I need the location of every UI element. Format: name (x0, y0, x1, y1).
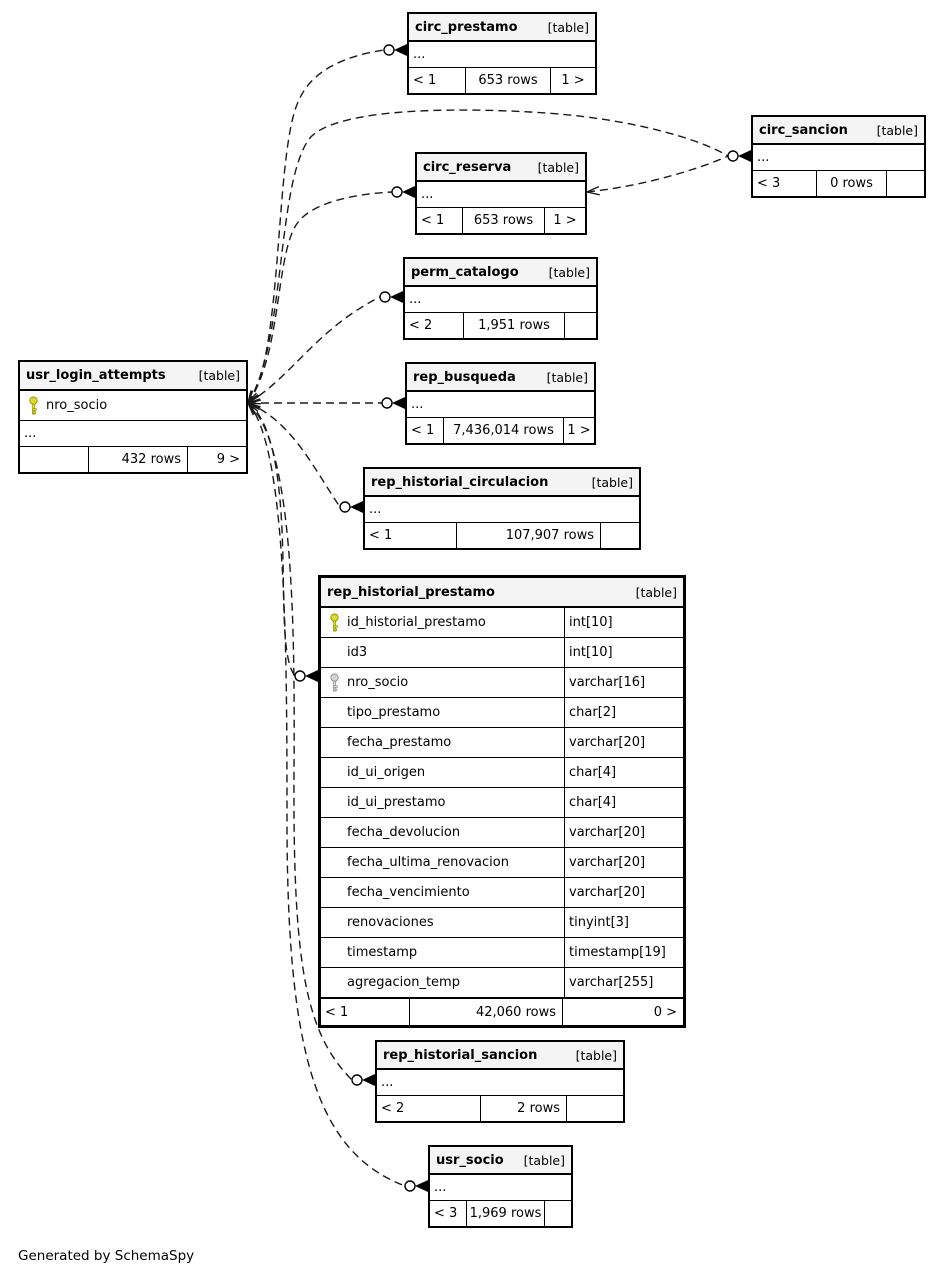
table-title[interactable]: usr_login_attempts (26, 368, 166, 383)
column-name: agregacion_temp (347, 975, 460, 990)
row-count: 0 rows (816, 171, 886, 196)
table-header[interactable] (365, 469, 639, 497)
row-count: 1,969 rows (466, 1201, 544, 1226)
table-footer (430, 1200, 571, 1226)
table-footer (409, 67, 595, 93)
table-header[interactable] (753, 117, 924, 145)
parents-count: < 3 (757, 176, 781, 191)
table-type-tag: [table] (537, 159, 579, 175)
table-footer (20, 446, 246, 472)
table-title[interactable]: rep_busqueda (413, 369, 516, 385)
table-title[interactable]: circ_prestamo (415, 19, 518, 35)
column-name: nro_socio (347, 675, 409, 690)
column-type: timestamp[19] (564, 938, 683, 967)
column-row[interactable] (321, 638, 683, 668)
column-type: int[10] (564, 638, 683, 667)
row-count: 432 rows (88, 447, 187, 472)
children-count (886, 171, 924, 196)
column-row[interactable] (321, 908, 683, 938)
column-type: varchar[20] (564, 878, 683, 907)
table-usr-login-attempts[interactable] (18, 360, 248, 474)
collapsed-columns-ellipsis[interactable]: ... (369, 502, 382, 517)
column-name: fecha_prestamo (347, 735, 452, 750)
parents-count: < 3 (434, 1206, 458, 1221)
children-count: 1 > (544, 208, 585, 233)
collapsed-columns-ellipsis[interactable]: ... (409, 292, 422, 307)
primary-key-icon (20, 396, 46, 416)
table-circ-reserva[interactable] (415, 152, 587, 235)
column-name: fecha_ultima_renovacion (347, 855, 509, 870)
column-type: varchar[20] (564, 818, 683, 847)
table-footer (377, 1095, 623, 1121)
column-row[interactable] (321, 728, 683, 758)
column-name: id_ui_origen (347, 765, 426, 780)
parents-count: < 1 (413, 73, 437, 88)
column-type: char[4] (564, 788, 683, 817)
children-count (566, 1096, 623, 1121)
column-name: tipo_prestamo (347, 705, 441, 720)
column-name: id_ui_prestamo (347, 795, 446, 810)
parents-count: < 1 (325, 1004, 349, 1020)
table-footer (417, 207, 585, 233)
collapsed-columns-ellipsis[interactable]: ... (757, 150, 770, 165)
table-header[interactable] (377, 1042, 623, 1070)
children-count (544, 1201, 571, 1226)
table-type-tag: [table] (575, 1047, 617, 1063)
table-rep-historial-prestamo[interactable] (318, 575, 686, 1028)
parents-count: < 2 (409, 318, 433, 333)
column-name: id3 (347, 645, 368, 660)
column-name: timestamp (347, 945, 418, 960)
collapsed-columns-ellipsis[interactable]: ... (24, 426, 37, 441)
generator-credit: Generated by SchemaSpy (18, 1248, 195, 1264)
column-name: fecha_vencimiento (347, 885, 470, 900)
column-row[interactable] (321, 788, 683, 818)
table-type-tag: [table] (546, 369, 588, 385)
table-circ-prestamo[interactable] (407, 12, 597, 95)
table-title[interactable]: perm_catalogo (411, 264, 519, 280)
table-rep-busqueda[interactable] (405, 362, 596, 445)
parents-count: < 1 (421, 213, 445, 228)
column-row[interactable] (321, 878, 683, 908)
table-header[interactable] (409, 14, 595, 42)
column-row[interactable] (321, 818, 683, 848)
table-title[interactable]: rep_historial_circulacion (371, 474, 549, 490)
table-title[interactable]: usr_socio (436, 1152, 504, 1168)
column-row[interactable] (321, 938, 683, 968)
children-count: 1 > (563, 418, 594, 443)
children-count (600, 523, 639, 548)
row-count: 7,436,014 rows (443, 418, 563, 443)
parents-count: < 1 (369, 528, 393, 543)
column-type: char[2] (564, 698, 683, 727)
column-type: varchar[20] (564, 728, 683, 757)
table-footer (365, 522, 639, 548)
table-rep-historial-sancion[interactable] (375, 1040, 625, 1123)
row-count: 653 rows (465, 68, 550, 93)
table-header[interactable] (321, 578, 683, 608)
row-count: 2 rows (480, 1096, 566, 1121)
table-footer (405, 312, 596, 338)
table-footer (407, 417, 594, 443)
column-type: varchar[20] (564, 848, 683, 877)
column-row[interactable] (321, 968, 683, 998)
row-count: 107,907 rows (456, 523, 600, 548)
collapsed-columns-ellipsis[interactable]: ... (421, 187, 434, 202)
column-name: renovaciones (347, 915, 434, 930)
column-row[interactable] (321, 848, 683, 878)
column-rows (321, 608, 683, 998)
table-title[interactable]: circ_sancion (759, 122, 848, 138)
collapsed-columns-ellipsis[interactable]: ... (381, 1075, 394, 1090)
row-count: 653 rows (462, 208, 544, 233)
parents-count: < 1 (411, 423, 435, 438)
column-row[interactable] (321, 758, 683, 788)
column-type: int[10] (564, 608, 683, 637)
table-title[interactable]: rep_historial_prestamo (327, 584, 495, 600)
children-count: 0 > (562, 999, 683, 1025)
table-type-tag: [table] (635, 584, 677, 600)
children-count: 1 > (550, 68, 595, 93)
table-footer (321, 998, 683, 1025)
table-header[interactable] (407, 364, 594, 392)
children-count: 9 > (187, 447, 246, 472)
table-type-tag: [table] (591, 474, 633, 490)
collapsed-columns-ellipsis[interactable]: ... (413, 47, 426, 62)
row-count: 1,951 rows (463, 313, 564, 338)
column-name: nro_socio (46, 398, 108, 413)
table-type-tag: [table] (523, 1152, 565, 1168)
parents-count (20, 447, 88, 472)
column-row[interactable] (20, 391, 246, 421)
column-name: fecha_devolucion (347, 825, 461, 840)
table-type-tag: [table] (548, 264, 590, 280)
parents-count: < 2 (381, 1101, 405, 1116)
table-type-tag: [table] (876, 122, 918, 138)
column-type: varchar[16] (564, 668, 683, 697)
foreign-key-icon (321, 673, 347, 693)
table-header[interactable] (20, 362, 246, 391)
table-header[interactable] (430, 1147, 571, 1175)
table-type-tag: [table] (198, 368, 240, 383)
table-header[interactable] (405, 259, 596, 287)
column-row[interactable] (321, 698, 683, 728)
column-type: char[4] (564, 758, 683, 787)
table-usr-socio[interactable] (428, 1145, 573, 1228)
column-name: id_historial_prestamo (347, 615, 486, 630)
children-count (564, 313, 596, 338)
column-type: varchar[255] (564, 968, 683, 997)
table-type-tag: [table] (547, 19, 589, 35)
collapsed-columns-ellipsis[interactable]: ... (434, 1180, 447, 1195)
column-row[interactable] (321, 608, 683, 638)
primary-key-icon (321, 613, 347, 633)
table-footer (753, 170, 924, 196)
table-rep-historial-circulacion[interactable] (363, 467, 641, 550)
collapsed-columns-ellipsis[interactable]: ... (411, 397, 424, 412)
table-title[interactable]: circ_reserva (423, 159, 512, 175)
table-circ-sancion[interactable] (751, 115, 926, 198)
table-header[interactable] (417, 154, 585, 182)
row-count: 42,060 rows (409, 999, 562, 1025)
column-row[interactable] (321, 668, 683, 698)
table-title[interactable]: rep_historial_sancion (383, 1047, 538, 1063)
column-type: tinyint[3] (564, 908, 683, 937)
table-perm-catalogo[interactable] (403, 257, 598, 340)
